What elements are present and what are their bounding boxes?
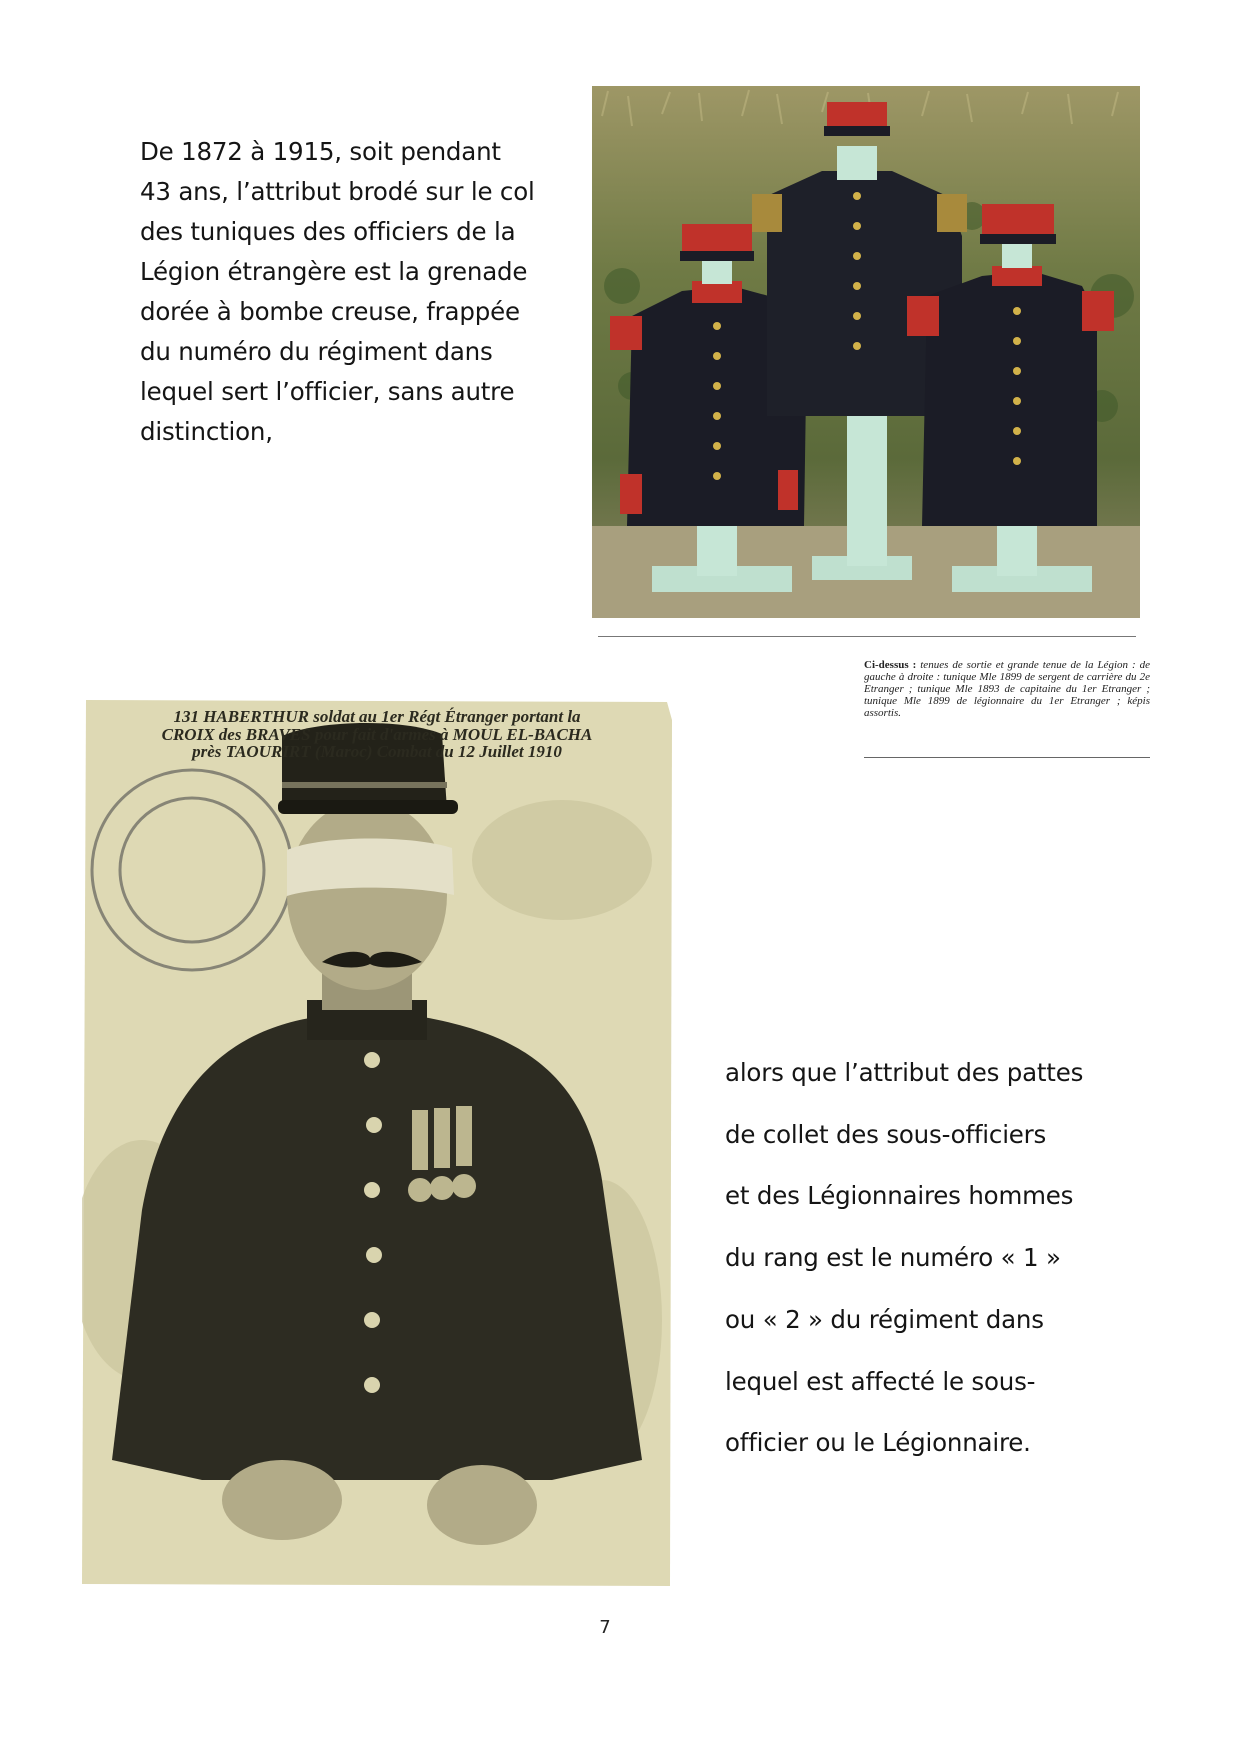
paragraph-line: du rang est le numéro « 1 » xyxy=(725,1243,1061,1273)
photo-caption xyxy=(864,659,1150,719)
paragraph-line: Légion étrangère est la grenade xyxy=(140,257,528,286)
paragraph-line: et des Légionnaires hommes xyxy=(725,1181,1074,1211)
paragraph-line: distinction, xyxy=(140,417,273,446)
paragraph-line: alors que l’attribut des pattes xyxy=(725,1058,1084,1087)
clipping-header-line: près TAOURIRT (Maroc) Combat du 12 Juillet 1910 xyxy=(192,742,562,761)
caption-lead: Ci-dessus : xyxy=(864,659,917,671)
newspaper-clipping xyxy=(82,700,672,1586)
paragraph-line: des tuniques des officiers de la xyxy=(140,217,516,246)
paragraph-line: 43 ans, l’attribut brodé sur le col xyxy=(140,177,535,206)
page-number: 7 xyxy=(599,1617,611,1638)
paragraph-line: de collet des sous-officiers xyxy=(725,1119,1047,1149)
paragraph-nco-insignia xyxy=(725,1042,1083,1474)
paragraph-line: ou « 2 » du régiment dans xyxy=(725,1304,1044,1334)
caption-text: tenues de sortie et grande tenue de la Légion : de gauche à droite : tunique Mle 1899 de sergent de carrière du 2e Etranger ; tunique Mle 1893 de capitaine du 1er Etranger ; tunique Mle 1899 de légionnaire du 1er Etranger ; képis assortis. xyxy=(864,659,1150,719)
paragraph-line: officier ou le Légionnaire. xyxy=(725,1428,1031,1458)
paragraph-line: dorée à bombe creuse, frappée xyxy=(140,297,520,326)
photo-divider xyxy=(598,636,1136,637)
uniforms-photo xyxy=(592,86,1140,618)
clipping-header xyxy=(82,708,672,761)
clipping-header-line: 131 HABERTHUR soldat au 1er Régt Étranger portant la xyxy=(173,707,581,726)
paragraph-line: De 1872 à 1915, soit pendant xyxy=(140,137,501,166)
clipping-header-line: CROIX des BRAVES pour fait d'armes à MOUL EL-BACHA xyxy=(161,724,593,744)
paragraph-officers-insignia xyxy=(140,132,535,452)
paragraph-line: lequel est affecté le sous- xyxy=(725,1366,1036,1396)
caption-divider xyxy=(864,757,1150,758)
paragraph-line: du numéro du régiment dans xyxy=(140,337,493,366)
paragraph-line: lequel sert l’officier, sans autre xyxy=(140,377,515,406)
